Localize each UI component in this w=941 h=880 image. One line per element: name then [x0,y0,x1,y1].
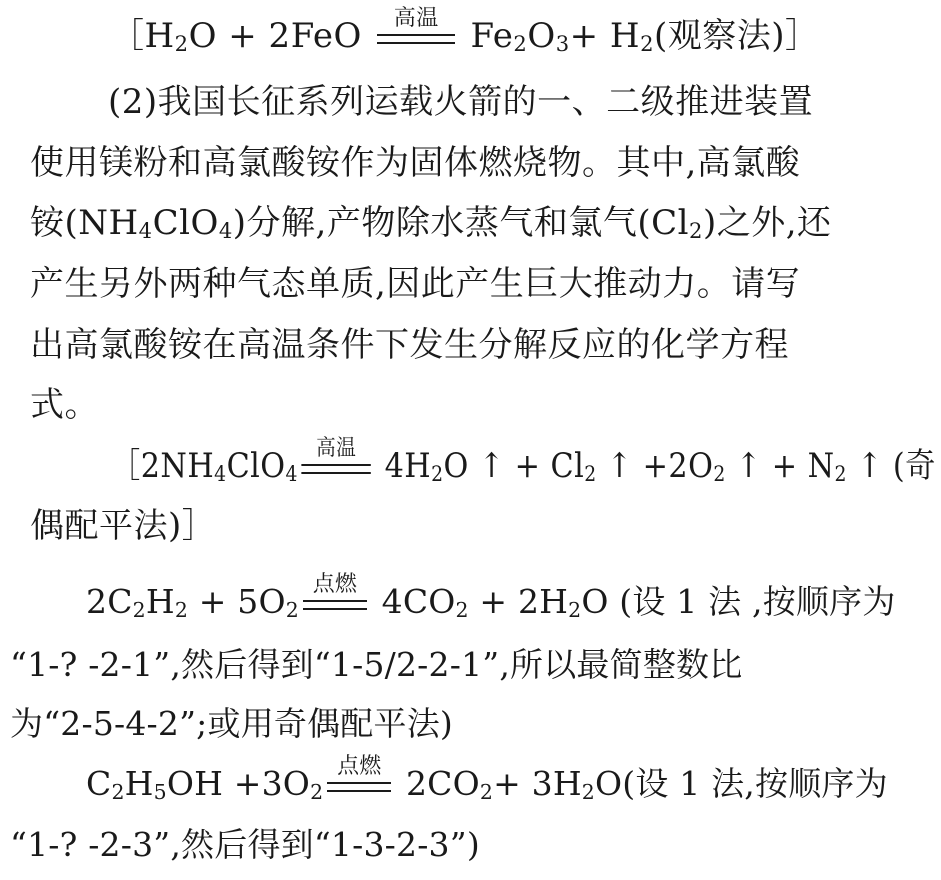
paragraph-line: 铵$(NH_4ClO_4)$分解,产物除水蒸气和氯气$(Cl_2)$之外,还 [30,203,832,244]
reaction-condition: 高温 [300,446,373,486]
reaction-condition: 高温 [375,16,457,56]
reaction-condition: 点燃 [301,582,369,622]
paragraph-line: “1-? -2-1”,然后得到“1-5/2-2-1”,所以最简整数比 [10,645,743,684]
equation-fe2o3: $[H_2O + 2FeO$ 高温 $Fe_2O_3+ H_2$(观察法)］ [110,6,820,57]
paragraph-line: 偶配平法)］ [30,506,217,546]
paragraph-line: 出高氯酸铵在高温条件下发生分解反应的化学方程 [30,325,789,365]
equation-nh4clo4: $[2NH_4ClO_4$ 高温 $4H_2O$ ↑ + $Cl_2$ ↑ $+2O_2$ ↑ + $N_2$ ↑ (奇 [110,436,936,487]
paragraph-line: (2)我国长征系列运载火箭的一、二级推进装置 [108,82,814,122]
reaction-condition: 点燃 [325,764,393,804]
paragraph-line: 为“2-5-4-2”;或用奇偶配平法) [10,704,453,743]
equation-c2h5oh: $C_2H_5OH +3O_2$ 点燃 $2CO_2+ 3H_2O$(设 1 法,按顺序为 [86,754,888,805]
paragraph-line: 式。 [30,385,99,425]
paragraph-line: 使用镁粉和高氯酸铵作为固体燃烧物。其中,高氯酸 [30,143,801,183]
equation-c2h2: $2C_2H_2 + 5O_2$ 点燃 $4CO_2 + 2H_2O$ (设 1 法 ,按顺序为 [86,572,896,623]
paragraph-line: “1-? -2-3”,然后得到“1-3-2-3”) [10,825,480,864]
paragraph-line: 产生另外两种气态单质,因此产生巨大推动力。请写 [30,264,801,304]
